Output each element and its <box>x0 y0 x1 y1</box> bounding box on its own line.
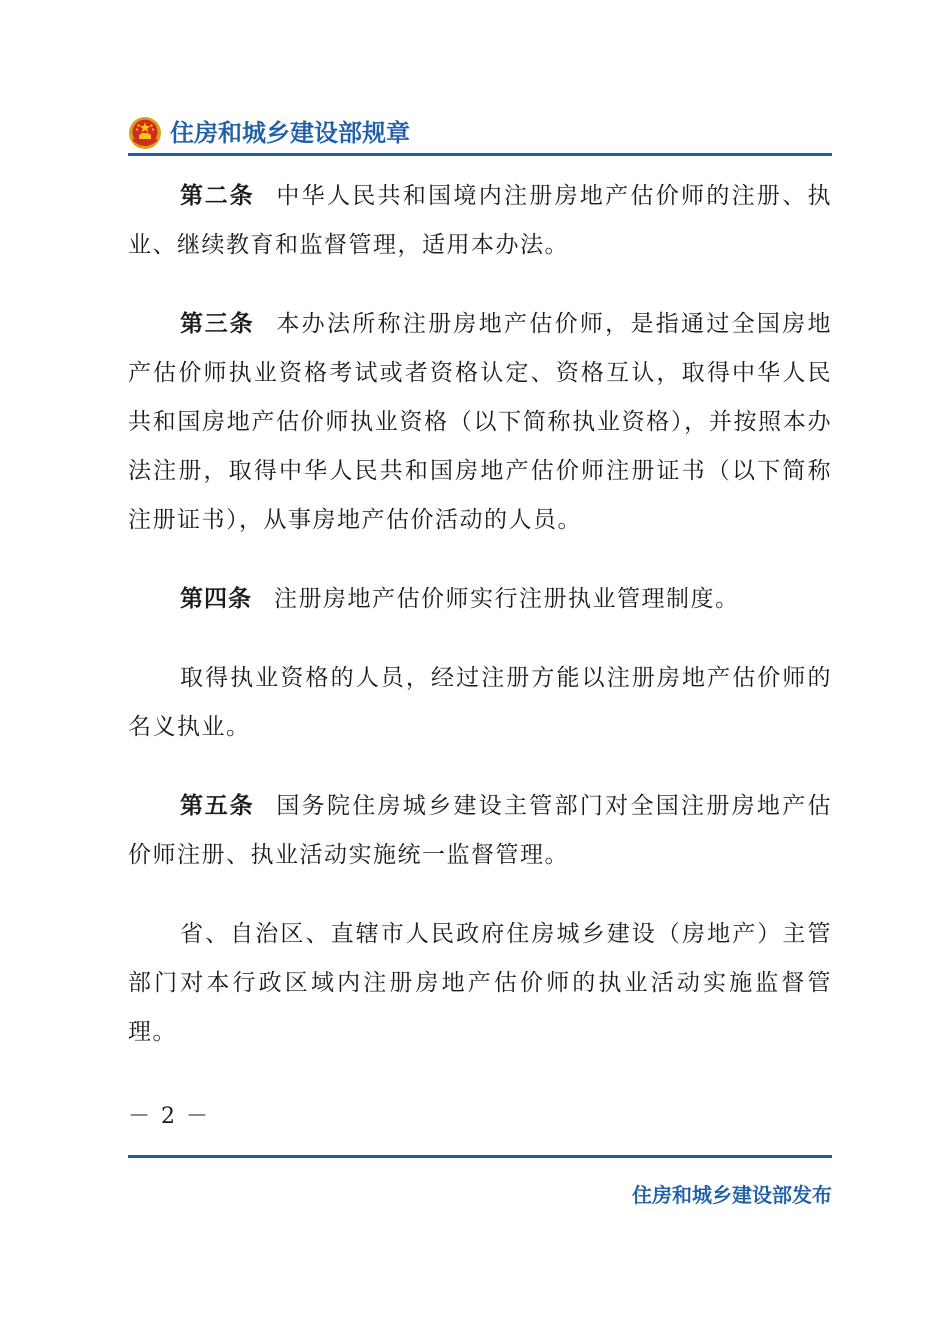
header-title: 住房和城乡建设部规章 <box>170 119 410 147</box>
document-body <box>128 172 832 1087</box>
page-number: － 2 － <box>128 1104 210 1129</box>
article-number: 第三条 <box>180 311 255 337</box>
article-5-paragraph-2 <box>128 910 832 1057</box>
article-number: 第五条 <box>180 793 255 819</box>
article-4-paragraph-2 <box>128 654 832 752</box>
article-number: 第四条 <box>180 586 252 612</box>
article-number: 第二条 <box>180 183 255 209</box>
article-text: 注册房地产估价师实行注册执业管理制度。 <box>274 586 740 612</box>
paragraph-text: 取得执业资格的人员，经过注册方能以注册房地产估价师的名义执业。 <box>128 665 832 740</box>
article-4 <box>128 575 832 624</box>
article-text: 中华人民共和国境内注册房地产估价师的注册、执业、继续教育和监督管理，适用本办法。 <box>128 183 832 258</box>
footer-publisher: 住房和城乡建设部发布 <box>632 1183 832 1207</box>
article-2 <box>128 172 832 270</box>
national-emblem-icon <box>128 116 162 150</box>
paragraph-text: 省、自治区、直辖市人民政府住房城乡建设（房地产）主管部门对本行政区域内注册房地产估价师的执业活动实施监督管理。 <box>128 921 832 1045</box>
page-header <box>128 112 832 154</box>
article-text: 国务院住房城乡建设主管部门对全国注册房地产估价师注册、执业活动实施统一监督管理。 <box>128 793 832 868</box>
header-divider <box>128 153 832 156</box>
article-text: 本办法所称注册房地产估价师，是指通过全国房地产估价师执业资格考试或者资格认定、资格互认，取得中华人民共和国房地产估价师执业资格（以下简称执业资格），并按照本办法注册，取得中华人民共和国房地产估价师注册证书（以下简称注册证书），从事房地产估价活动的人员。 <box>128 311 832 533</box>
article-5 <box>128 782 832 880</box>
footer-divider <box>128 1155 832 1158</box>
article-3 <box>128 300 832 545</box>
